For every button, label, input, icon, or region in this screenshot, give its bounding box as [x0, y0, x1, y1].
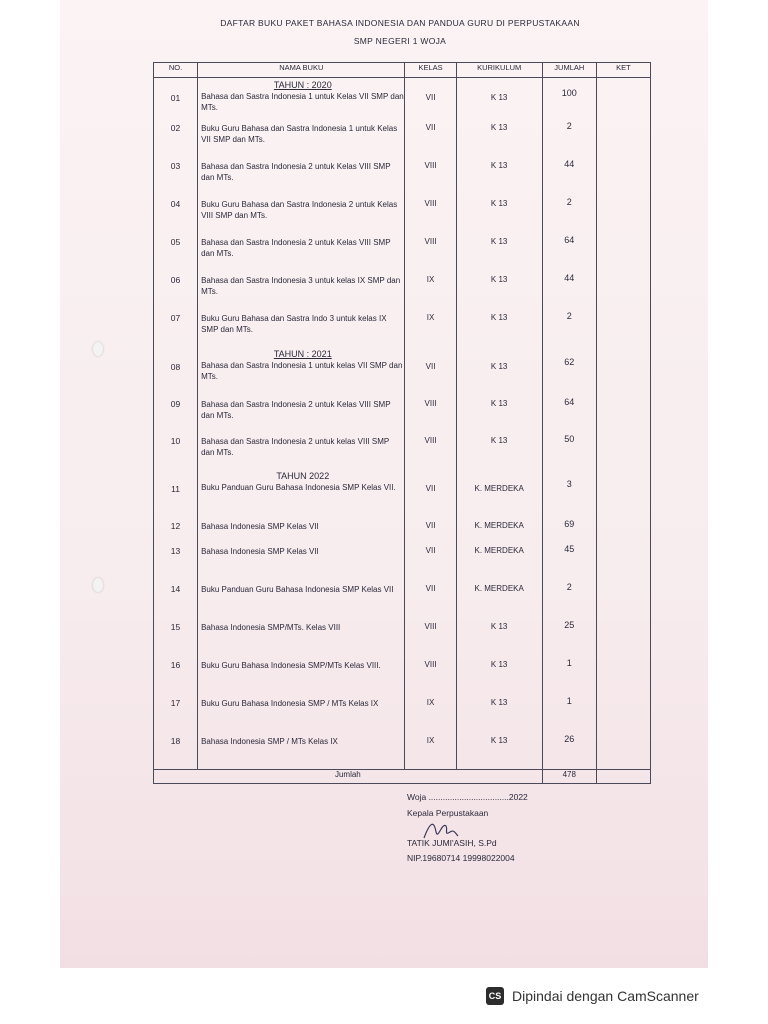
row-kelas: VIII [405, 233, 456, 271]
book-title: Buku Guru Bahasa dan Sastra Indonesia 2 untuk Kelas VIII SMP dan MTs. [201, 199, 398, 220]
book-title: Bahasa Indonesia SMP/MTs. Kelas VIII [201, 622, 341, 632]
row-no: 09 [154, 395, 198, 432]
row-no: 17 [154, 694, 198, 732]
row-kelas: IX [405, 309, 456, 347]
row-no: 02 [154, 119, 198, 157]
year-heading: TAHUN : 2021 [273, 348, 332, 359]
row-jumlah: 45 [542, 542, 596, 580]
row-kelas: VIII [405, 618, 456, 656]
row-no: 06 [154, 271, 198, 309]
row-no: 08 [154, 347, 198, 395]
camscanner-icon: CS [486, 987, 504, 1005]
row-no: 10 [154, 432, 198, 469]
row-nama [198, 309, 405, 347]
row-kurikulum: K 13 [456, 271, 542, 309]
row-jumlah: 2 [542, 309, 596, 347]
row-kurikulum: K 13 [456, 157, 542, 195]
signer-name: TATIK JUMI'ASIH, S.Pd [407, 838, 497, 848]
row-jumlah: 69 [542, 517, 596, 542]
row-no: 01 [154, 78, 198, 119]
row-jumlah: 44 [542, 157, 596, 195]
row-kelas: VII [405, 347, 456, 395]
row-jumlah: 100 [542, 78, 596, 119]
book-title: Bahasa dan Sastra Indonesia 2 untuk Kelas VIII SMP dan MTs. [201, 161, 391, 182]
row-no: 12 [154, 517, 198, 542]
table-row [154, 347, 651, 395]
row-kurikulum: K 13 [456, 119, 542, 157]
table-row [154, 309, 651, 347]
row-kelas: VII [405, 78, 456, 119]
row-nama [198, 347, 405, 395]
row-kelas: VIII [405, 395, 456, 432]
row-ket [596, 119, 650, 157]
row-kurikulum: K 13 [456, 618, 542, 656]
row-nama [198, 195, 405, 233]
row-no: 05 [154, 233, 198, 271]
row-jumlah: 64 [542, 233, 596, 271]
row-nama [198, 432, 405, 469]
row-jumlah: 2 [542, 580, 596, 618]
row-kelas: VII [405, 542, 456, 580]
table-row [154, 195, 651, 233]
row-nama [198, 732, 405, 770]
book-title: Bahasa dan Sastra Indonesia 1 untuk kelas VII SMP dan MTs. [201, 360, 403, 381]
row-jumlah: 26 [542, 732, 596, 770]
row-no: 11 [154, 469, 198, 517]
document-subtitle: SMP NEGERI 1 WOJA [353, 36, 447, 46]
book-title: Buku Panduan Guru Bahasa Indonesia SMP Kelas VII [201, 584, 394, 594]
row-jumlah: 25 [542, 618, 596, 656]
row-ket [596, 395, 650, 432]
punch-hole [93, 578, 103, 592]
row-ket [596, 347, 650, 395]
row-kurikulum: K 13 [456, 432, 542, 469]
scanner-text: Dipindai dengan CamScanner [512, 988, 699, 1004]
row-kurikulum: K 13 [456, 78, 542, 119]
row-kurikulum: K. MERDEKA [456, 469, 542, 517]
table-row [154, 656, 651, 694]
row-no: 07 [154, 309, 198, 347]
book-title: Bahasa Indonesia SMP Kelas VII [201, 521, 319, 531]
row-no: 16 [154, 656, 198, 694]
table-row [154, 469, 651, 517]
table-row [154, 580, 651, 618]
row-ket [596, 309, 650, 347]
scanner-footer [472, 982, 754, 1010]
header-no: NO. [154, 63, 198, 78]
row-kelas: VII [405, 517, 456, 542]
table-row [154, 78, 651, 119]
book-title: Buku Guru Bahasa Indonesia SMP / MTs Kelas IX [201, 698, 379, 708]
row-jumlah: 2 [542, 195, 596, 233]
row-nama [198, 119, 405, 157]
row-ket [596, 517, 650, 542]
total-label: Jumlah [154, 770, 543, 784]
row-nama [198, 78, 405, 119]
row-kelas: VII [405, 119, 456, 157]
place-date: Woja ..................................2022 [407, 792, 528, 802]
row-nama [198, 580, 405, 618]
year-heading: TAHUN 2022 [276, 470, 330, 481]
row-ket [596, 78, 650, 119]
table-row [154, 395, 651, 432]
row-ket [596, 432, 650, 469]
row-kurikulum: K. MERDEKA [456, 517, 542, 542]
row-nama [198, 517, 405, 542]
row-jumlah: 1 [542, 656, 596, 694]
row-no: 04 [154, 195, 198, 233]
row-no: 13 [154, 542, 198, 580]
book-title: Buku Guru Bahasa dan Sastra Indonesia 1 untuk Kelas VII SMP dan MTs. [201, 123, 398, 144]
row-ket [596, 233, 650, 271]
row-nama [198, 694, 405, 732]
book-title: Bahasa Indonesia SMP Kelas VII [201, 546, 319, 556]
table-header-row [154, 63, 651, 78]
row-kelas: VIII [405, 432, 456, 469]
row-kurikulum: K 13 [456, 656, 542, 694]
book-title: Bahasa dan Sastra Indonesia 2 untuk Kelas VIII SMP dan MTs. [201, 399, 391, 420]
book-title: Bahasa Indonesia SMP / MTs Kelas IX [201, 736, 338, 746]
row-no: 15 [154, 618, 198, 656]
header-ket: KET [596, 63, 650, 78]
table-row [154, 233, 651, 271]
row-kurikulum: K 13 [456, 347, 542, 395]
table-row [154, 694, 651, 732]
row-nama [198, 395, 405, 432]
total-row [154, 770, 651, 784]
book-title: Bahasa dan Sastra Indonesia 2 untuk Kelas VIII SMP dan MTs. [201, 237, 391, 258]
table-row [154, 517, 651, 542]
row-nama [198, 618, 405, 656]
row-ket [596, 469, 650, 517]
table-row [154, 432, 651, 469]
row-ket [596, 656, 650, 694]
punch-hole [93, 342, 103, 356]
table-row [154, 119, 651, 157]
row-ket [596, 580, 650, 618]
row-kurikulum: K. MERDEKA [456, 580, 542, 618]
table-row [154, 618, 651, 656]
table-row [154, 732, 651, 770]
table-row [154, 542, 651, 580]
row-no: 14 [154, 580, 198, 618]
row-kurikulum: K 13 [456, 395, 542, 432]
book-table [153, 62, 651, 784]
row-kurikulum: K 13 [456, 233, 542, 271]
row-ket [596, 157, 650, 195]
header-jumlah: JUMLAH [542, 63, 596, 78]
table-row [154, 157, 651, 195]
row-ket [596, 732, 650, 770]
row-nama [198, 469, 405, 517]
row-kurikulum: K 13 [456, 195, 542, 233]
row-jumlah: 1 [542, 694, 596, 732]
row-nama [198, 157, 405, 195]
row-no: 18 [154, 732, 198, 770]
row-kelas: IX [405, 732, 456, 770]
row-kelas: VIII [405, 195, 456, 233]
row-no: 03 [154, 157, 198, 195]
table-row [154, 271, 651, 309]
row-kelas: IX [405, 271, 456, 309]
row-jumlah: 44 [542, 271, 596, 309]
row-jumlah: 2 [542, 119, 596, 157]
total-value: 478 [542, 770, 596, 784]
year-heading: TAHUN : 2020 [273, 80, 332, 90]
book-title: Buku Guru Bahasa dan Sastra Indo 3 untuk kelas IX SMP dan MTs. [201, 313, 387, 334]
row-nama [198, 233, 405, 271]
row-kurikulum: K 13 [456, 309, 542, 347]
signer-nip: NIP.19680714 19998022004 [407, 853, 515, 863]
book-title: Buku Panduan Guru Bahasa Indonesia SMP Kelas VII. [201, 482, 396, 492]
row-jumlah: 50 [542, 432, 596, 469]
row-ket [596, 618, 650, 656]
row-kelas: VII [405, 580, 456, 618]
row-kelas: VII [405, 469, 456, 517]
row-nama [198, 542, 405, 580]
row-kurikulum: K 13 [456, 694, 542, 732]
row-kurikulum: K 13 [456, 732, 542, 770]
row-jumlah: 64 [542, 395, 596, 432]
row-ket [596, 195, 650, 233]
row-ket [596, 694, 650, 732]
header-kurikulum: KURIKULUM [456, 63, 542, 78]
signer-role: Kepala Perpustakaan [407, 808, 489, 818]
row-nama [198, 656, 405, 694]
row-nama [198, 271, 405, 309]
book-title: Buku Guru Bahasa Indonesia SMP/MTs Kelas VIII. [201, 660, 381, 670]
row-kurikulum: K. MERDEKA [456, 542, 542, 580]
row-jumlah: 3 [542, 469, 596, 517]
header-nama: NAMA BUKU [198, 63, 405, 78]
row-ket [596, 271, 650, 309]
total-ket [596, 770, 650, 784]
book-title: Bahasa dan Sastra Indonesia 2 untuk kelas VIII SMP dan MTs. [201, 436, 390, 457]
document-title: DAFTAR BUKU PAKET BAHASA INDONESIA DAN PANDUA GURU DI PERPUSTAKAAN [220, 18, 580, 28]
book-title: Bahasa dan Sastra Indonesia 1 untuk Kelas VII SMP dan MTs. [201, 92, 404, 112]
row-jumlah: 62 [542, 347, 596, 395]
row-ket [596, 542, 650, 580]
book-title: Bahasa dan Sastra Indonesia 3 untuk kelas IX SMP dan MTs. [201, 275, 401, 296]
row-kelas: IX [405, 694, 456, 732]
row-kelas: VIII [405, 157, 456, 195]
header-kelas: KELAS [405, 63, 456, 78]
row-kelas: VIII [405, 656, 456, 694]
